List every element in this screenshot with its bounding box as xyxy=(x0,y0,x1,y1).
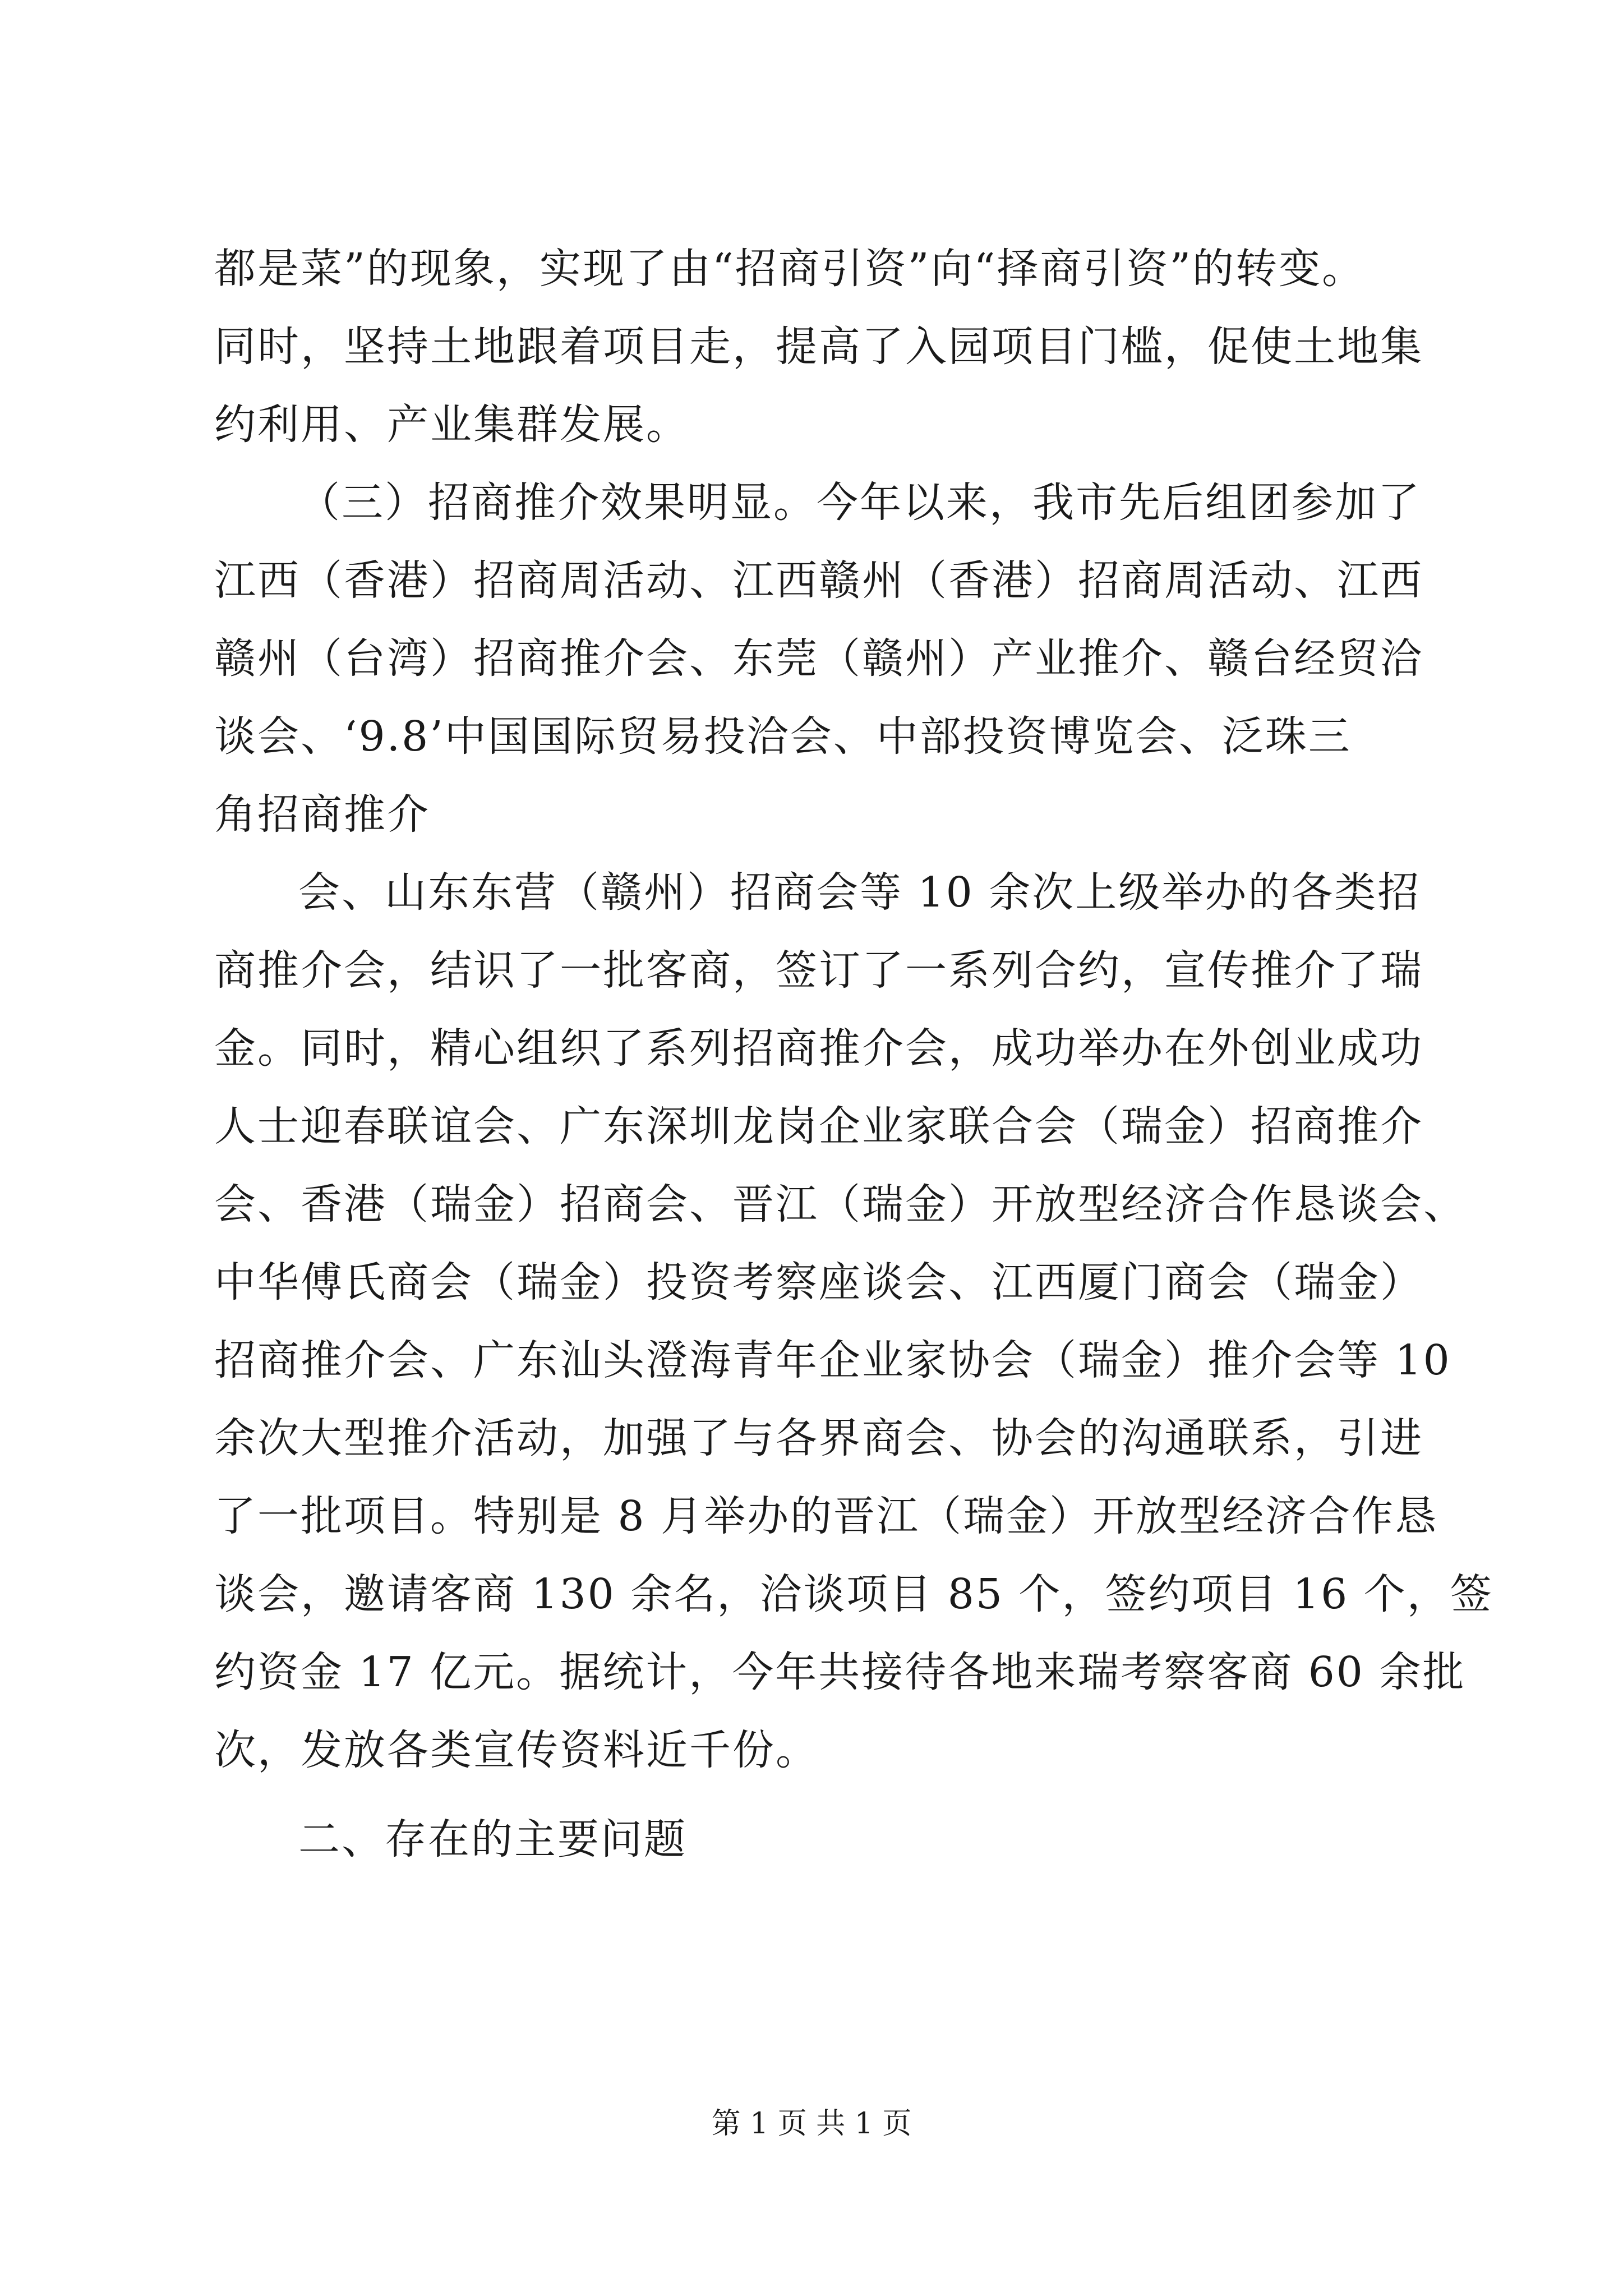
text-line: 赣州（台湾）招商推介会、东莞（赣州）产业推介、赣台经贸洽 xyxy=(214,634,1423,683)
text-line: 招商推介会、广东汕头澄海青年企业家协会（瑞金）推介会等 10 xyxy=(214,1336,1451,1384)
text-line: 谈会、‘9.8’中国国际贸易投洽会、中部投资博览会、泛珠三 xyxy=(214,712,1352,761)
text-line: 都是菜”的现象，实现了由“招商引资”向“择商引资”的转变。 xyxy=(214,245,1366,293)
text-line: 会、香港（瑞金）招商会、晋江（瑞金）开放型经济合作恳谈会、 xyxy=(214,1180,1467,1228)
text-line: 约利用、产业集群发展。 xyxy=(214,401,689,449)
text-line: 商推介会，结识了一批客商，签订了一系列合约，宣传推介了瑞 xyxy=(214,946,1423,995)
text-line: 金。同时，精心组织了系列招商推介会，成功举办在外创业成功 xyxy=(214,1024,1423,1073)
text-line: 约资金 17 亿元。据统计，今年共接待各地来瑞考察客商 60 余批 xyxy=(214,1648,1466,1696)
paragraph-start-line: 会、山东东营（赣州）招商会等 10 余次上级举办的各类招 xyxy=(298,868,1421,917)
text-line: 次，发放各类宣传资料近千份。 xyxy=(214,1726,819,1774)
section-heading: 二、存在的主要问题 xyxy=(298,1815,687,1864)
text-line: 江西（香港）招商周活动、江西赣州（香港）招商周活动、江西 xyxy=(214,556,1423,605)
text-line: 余次大型推介活动，加强了与各界商会、协会的沟通联系，引进 xyxy=(214,1414,1423,1462)
text-line: 了一批项目。特别是 8 月举办的晋江（瑞金）开放型经济合作恳 xyxy=(214,1492,1438,1540)
text-line: 谈会，邀请客商 130 余名，洽谈项目 85 个，签约项目 16 个，签 xyxy=(214,1570,1493,1618)
text-line: 角招商推介 xyxy=(214,790,430,839)
text-line: 人士迎春联谊会、广东深圳龙岗企业家联合会（瑞金）招商推介 xyxy=(214,1102,1423,1151)
text-line: 同时，坚持土地跟着项目走，提高了入园项目门槛，促使土地集 xyxy=(214,323,1423,371)
text-line: 中华傅氏商会（瑞金）投资考察座谈会、江西厦门商会（瑞金） xyxy=(214,1258,1423,1306)
page-number-footer: 第 1 页 共 1 页 xyxy=(711,2107,912,2141)
paragraph-heading-line: （三）招商推介效果明显。今年以来，我市先后组团参加了 xyxy=(298,478,1421,527)
